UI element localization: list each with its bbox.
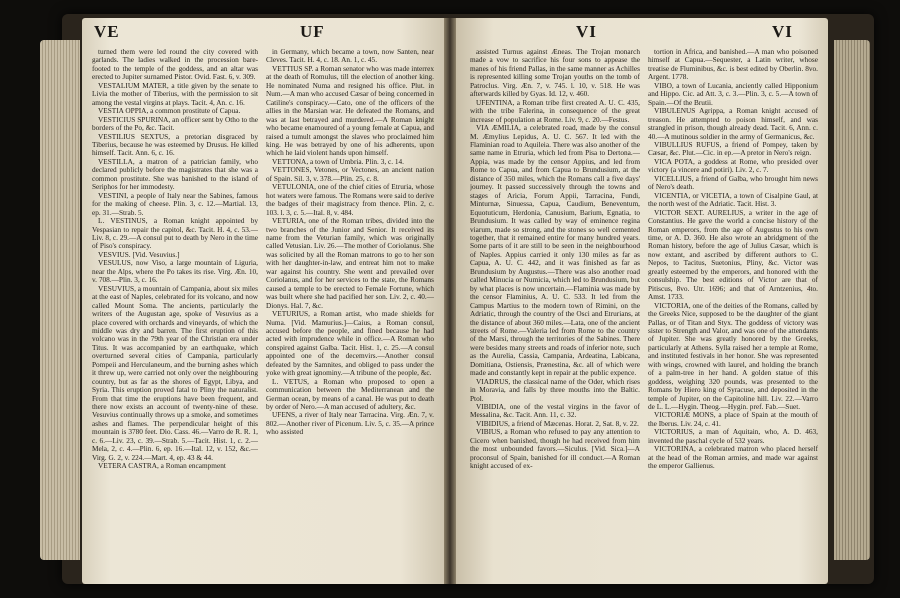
entry: VESTINI, a people of Italy near the Sabines, famous for the making of cheese. Plin. 3, c. 12.—Martial. 13, ep. 31.—Strab. 5.: [92, 190, 258, 217]
running-head-left-center: UF: [300, 22, 325, 41]
entry: VETTIUS SP. a Roman senator who was made interrex at the death of Romulus, till the election of another king. He nominated Numa and resigned his office. Plut. in Num.—A man who accused Cæsar of being concerned in Catiline's conspiracy.—Cato, one of the officers of the allies in the Marsian war. He defeated the Romans, and was at last betrayed and murdered.—A Roman knight who became enamoured of a young female at Capua, and raised a tumult amongst the slaves who proclaimed him king. He was betrayed by one of his adherents, upon which he laid violent hands upon himself.: [266, 63, 434, 158]
entry: VETULONIA, one of the chief cities of Etruria, whose hot waters were famous. The Romans were said to derive the badges of their magistracy from thence. Plin. 2, c. 103. l. 3, c. 5.—Ital. 8, v. 484.: [266, 182, 434, 217]
entry: tortion in Africa, and banished.—A man who poisoned himself at Capua.—Sequester, a Latin writer, whose treatise de Fluminibus, &c. is best edited by Oberlin. 8vo. Argent. 1778.: [648, 48, 818, 82]
right-page-column-1: [470, 48, 640, 574]
entry: VIBO, a town of Lucania, anciently called Hipponium and Hippo. Cic. ad Att. 3, c. 3.—Plin. 3, c. 5.—A town of Spain.—Of the Brutii.: [648, 80, 818, 107]
entry: VICTOR SEXT. AURELIUS, a writer in the age of Constantius. He gave the world a concise history of the Roman emperors, from the age of Augustus to his own time, or A. D. 360. He also wrote an abridgment of the Roman history, before the age of Julius Cæsar, which is now extant, and ascribed by different authors to C. Nepos, to Tacitus, Suetonius, Pliny, &c. Victor was greatly esteemed by the emperors, and honored with the consulship. The best editions of Victor are that of Pitiscus, 8vo. Utr. 1696; and that of Arntzenius, 4to. Amst. 1733.: [648, 207, 818, 302]
entry: VICTORIÆ MONS, a place of Spain at the mouth of the Iberus. Liv. 24, c. 41.: [648, 410, 818, 428]
entry: UFENTINA, a Roman tribe first created A. U. C. 435, with the tribe Falerina, in consequence of the great increase of population at Rome. Liv. 9, c. 20.—Festus.: [470, 97, 640, 124]
entry: VIADRUS, the classical name of the Oder, which rises in Moravia, and falls by three mouths into the Baltic. Ptol.: [470, 376, 640, 403]
running-head-right-center: VI: [576, 22, 597, 41]
entry: VETERA CASTRA, a Roman encampment: [98, 461, 226, 471]
entry: VESTILLA, a matron of a patrician family, who declared publicly before the magistrates that she was a common prostitute. She was banished to the island of Seriphos for her immodesty.: [92, 156, 258, 192]
entry: assisted Turnus against Æneas. The Trojan monarch made a vow to sacrifice his four sons to appease the manes of his friend Pallas, in the same manner as Achilles is represented killing some Trojan youths on the tomb of Patroclus. Virg. Æn. 7, v. 745. l. 10, v. 518. He was afterwards killed by Gyas. Id. 12, v. 460.: [470, 48, 640, 99]
page-edges-left: [40, 40, 80, 560]
entry: VESUVIUS, a mountain of Campania, about six miles at the east of Naples, celebrated for its volcano, and now called Mount Soma. The ancients, particularly the writers of the Augustan age, spoke of Vesuvius as a place covered with orchards and vineyards, of which the middle was dry and barren. The first eruption of this volcano was in the 79th year of the Christian era under Titus. It was accompanied by an earthquake, which overturned several cities of Campania, particularly Pompeii and Herculaneum, and the burning ashes which it threw up, were carried not only over the neighbouring country, but as far as the shores of Egypt, Libya, and Syria. This eruption proved fatal to Pliny the naturalist. From that time the eruptions have been frequent, and there now exists an account of twenty-nine of these. Vesuvius continually throws up a smoke, and sometimes ashes and flames. The perpendicular height of this mountain is 3780 feet. Dio. Cass. 46.—Varro de R. R. 1, c. 6.—Liv. 23, c. 39.—Strab. 5.—Tacit. Hist. 1, c. 2.—Mela, 2, c. 4.—Plin. 6, ep. 16.—Ital. 12, v. 152, &c.—Virg. G. 2, v. 224.—Mart. 4, ep. 43 & 44.: [92, 283, 258, 462]
entry: VICTORIUS, a man of Aquitain, who, A. D. 463, invented the paschal cycle of 532 years.: [648, 427, 818, 445]
entry: VESTALIUM MATER, a title given by the senate to Livia the mother of Tiberius, with the permission to sit among the vestal virgins at plays. Tacit. 4, An. c. 16.: [92, 80, 258, 107]
entry: VETURIUS, a Roman artist, who made shields for Numa. [Vid. Mamurius.]—Caius, a Roman consul, accused before the people, and fined because he had acted with imprudence while in office.—A Roman who conspired against Galba. Tacit. Hist. 1, c. 25.—A consul appointed one of the decemvirs.—Another consul defeated by the Samnites, and obliged to pass under the yoke with great ignominy.—A tribune of the people, &c.: [266, 309, 434, 378]
entry: VIBIUS, a Roman who refused to pay any attention to Cicero when banished, though he had received from him the most unbounded favors.—Siculus. [Vid. Sica.]—A proconsul of Spain, banished for ill conduct.—A Roman knight accused of ex-: [470, 427, 640, 471]
running-head-left: VE: [94, 22, 120, 41]
right-page: [456, 18, 828, 584]
entry: in Germany, which became a town, now Santen, near Cleves. Tacit. H. 4, c. 18. An. 1, c. 45.: [266, 48, 434, 65]
entry: VIBULENUS Agrippa, a Roman knight accused of treason. He attempted to poison himself, and was strangled in prison, though already dead. Tacit. 6, Ann. c. 40.—A mutinous soldier in the army of Germanicus, &c.: [648, 106, 818, 141]
page-edges-right: [834, 40, 870, 560]
entry: VICTORIA, one of the deities of the Romans, called by the Greeks Nice, supposed to be the daughter of the giant Pallas, or of Titan and Styx. The goddess of victory was sister to Strength and Valor, and was one of the attendants of Jupiter. She was greatly honored by the Greeks, particularly at Athens. Sylla raised her a temple at Rome, and instituted festivals in her honor. She was represented with wings, crowned with laurel, and holding the branch of a palm-tree in her hand. A golden statue of this goddess, weighing 320 pounds, was presented to the Romans by Hiero king of Syracuse, and deposited in the temple of Jupiter, on the Capitoline hill. Liv. 22.—Varro de L. L.—Hygin. Theog.—Hygin. pref. Fab.—Suet.: [648, 300, 818, 412]
running-head-right: VI: [772, 22, 793, 41]
entry: VICA POTA, a goddess at Rome, who presided over victory (a vincere and potiri). Liv. 2, c. 7.: [648, 156, 818, 175]
entry: VESTICIUS SPURINA, an officer sent by Otho to the borders of the Po, &c. Tacit.: [92, 114, 258, 133]
entry: VIBIDIA, one of the vestal virgins in the favor of Messalina, &c. Tacit. Ann. 11, c. 32.: [470, 402, 640, 420]
entry: L. VESTINUS, a Roman knight appointed by Vespasian to repair the capitol, &c. Tacit. H. 4, c. 53.—Liv. 8, c. 29.—A consul put to death by Nero in the time of Piso's conspiracy.: [92, 216, 258, 251]
entry: VETURIA, one of the Roman tribes, divided into the two branches of the Junior and Senior. It received its name from the Veturian family, which was originally called Vetusian. Liv. 26.—The mother of Coriolanus. She was solicited by all the Roman matrons to go to her son with her daughter-in-law, and entreat him not to make war against his country. She went and prevailed over Coriolanus, and for her services to the state, the Romans caused a temple to be erected to Female Fortune, which was built where she had pacified her son. Liv. 2, c. 40.—Dionys. Hal. 7, &c.: [266, 216, 434, 310]
entry: VICTORINA, a celebrated matron who placed herself at the head of the Roman armies, and made war against the emperor Gallienus.: [648, 444, 818, 471]
entry: VIA ÆMILIA, a celebrated road, made by the consul M. Æmylius Lepidus, A. U. C. 567. It led with the Flaminian road to Aquileia. There was also another of the same name in Etruria, which led from Pisa to Dertona.—Appia, was made by the censor Appius, and led from Rome to Capua, and from Capua to Brundusium, at the distance of 350 miles, which the Romans call a five days' journey. It passed successively through the towns and stages of Aricia, Forum Appii, Tarracina, Fundi, Minturnæ, Sinuessa, Capua, Caudium, Beneventum, Equotuticum, Herdonia, Canusium, Barium, Egnatia, to Brundusium. It was called by way of eminence regina viarum, made so strong, and the stones so well cemented together, that it remained entire for many hundred years. Some parts of it are still to be seen in the neighbourhood of Naples. Appius carried it only 130 miles as far as Capua, A. U. C. 442, and it was finished as far as Brundusium by Augustus.—There was also another road called Minucia or Numicia, which led to Brundusium, but by what places is now uncertain.—Flaminia was made by the censor Flaminius, A. U. C. 533. It led from the Campus Martius to the modern town of Rimini, on the Adriatic, through the country of the Osci and Etrurians, at the distance of about 360 miles.—Lata, one of the ancient streets of Rome.—Valeria led from Rome to the country of the Marsi, through the territories of the Sabines. There were besides many streets and roads of inferior note, such as the Aurelia, Cassia, Campania, Ardeatina, Labicana, Domitiana, Ostiensis, Prænestina, &c. all of which were made and constantly kept in repair at the public expence.: [470, 123, 640, 378]
right-page-column-2: [648, 48, 818, 574]
entry: VETTONA, a town of Umbria. Plin. 3, c. 14.: [272, 156, 405, 166]
entry: VICELLIUS, a friend of Galba, who brought him news of Nero's death.: [648, 173, 818, 192]
entry: VIBIDIUS, a friend of Mæcenas. Horat. 2, Sat. 8, v. 22.: [476, 418, 639, 428]
entry: VESULUS, now Viso, a large mountain of Liguria, near the Alps, where the Po takes its rise. Virg. Æn. 10, v. 708.—Plin. 3, c. 16.: [92, 258, 258, 285]
entry: VESVIUS. [Vid. Vesuvius.]: [98, 249, 180, 259]
entry: VETTONES, Vetones, or Vectones, an ancient nation of Spain. Sil. 3, v. 378.—Plin. 25, c. 8.: [266, 165, 434, 183]
left-page-column-2: [266, 48, 434, 574]
entry: turned them were led round the city covered with garlands. The ladies walked in the procession bare-footed to the temple of the goddess, and an altar was erected to Jupiter surnamed Pistor. Ovid. Fast. 6, v. 309.: [92, 48, 258, 82]
entry: UFENS, a river of Italy near Tarracina. Virg. Æn. 7, v. 802.—Another river of Picenum. Liv. 5, c. 35.—A prince who assisted: [266, 410, 434, 437]
entry: VICENTIA, or VICETIA, a town of Cisalpine Gaul, at the north west of the Adriatic. Tacit. Hist. 3.: [648, 190, 818, 209]
entry: L. VETUS, a Roman who proposed to open a communication between the Mediterranean and the German ocean, by means of a canal. He was put to death by order of Nero.—A man accused of adultery, &c.: [266, 376, 434, 412]
left-page-column-1: [92, 48, 258, 574]
left-page: [82, 18, 444, 584]
entry: VIBULLIUS RUFUS, a friend of Pompey, taken by Cæsar, &c. Plut.—Cic. in ep.—A pretor in Nero's reign.: [648, 139, 818, 158]
book-gutter: [444, 18, 456, 584]
entry: VESTILIUS SEXTUS, a pretorian disgraced by Tiberius, because he was esteemed by Drusus. He killed himself. Tacit. Ann. 6, c. 16.: [92, 131, 258, 158]
entry: VESTIA OPPIA, a common prostitute of Capua.: [98, 106, 241, 116]
